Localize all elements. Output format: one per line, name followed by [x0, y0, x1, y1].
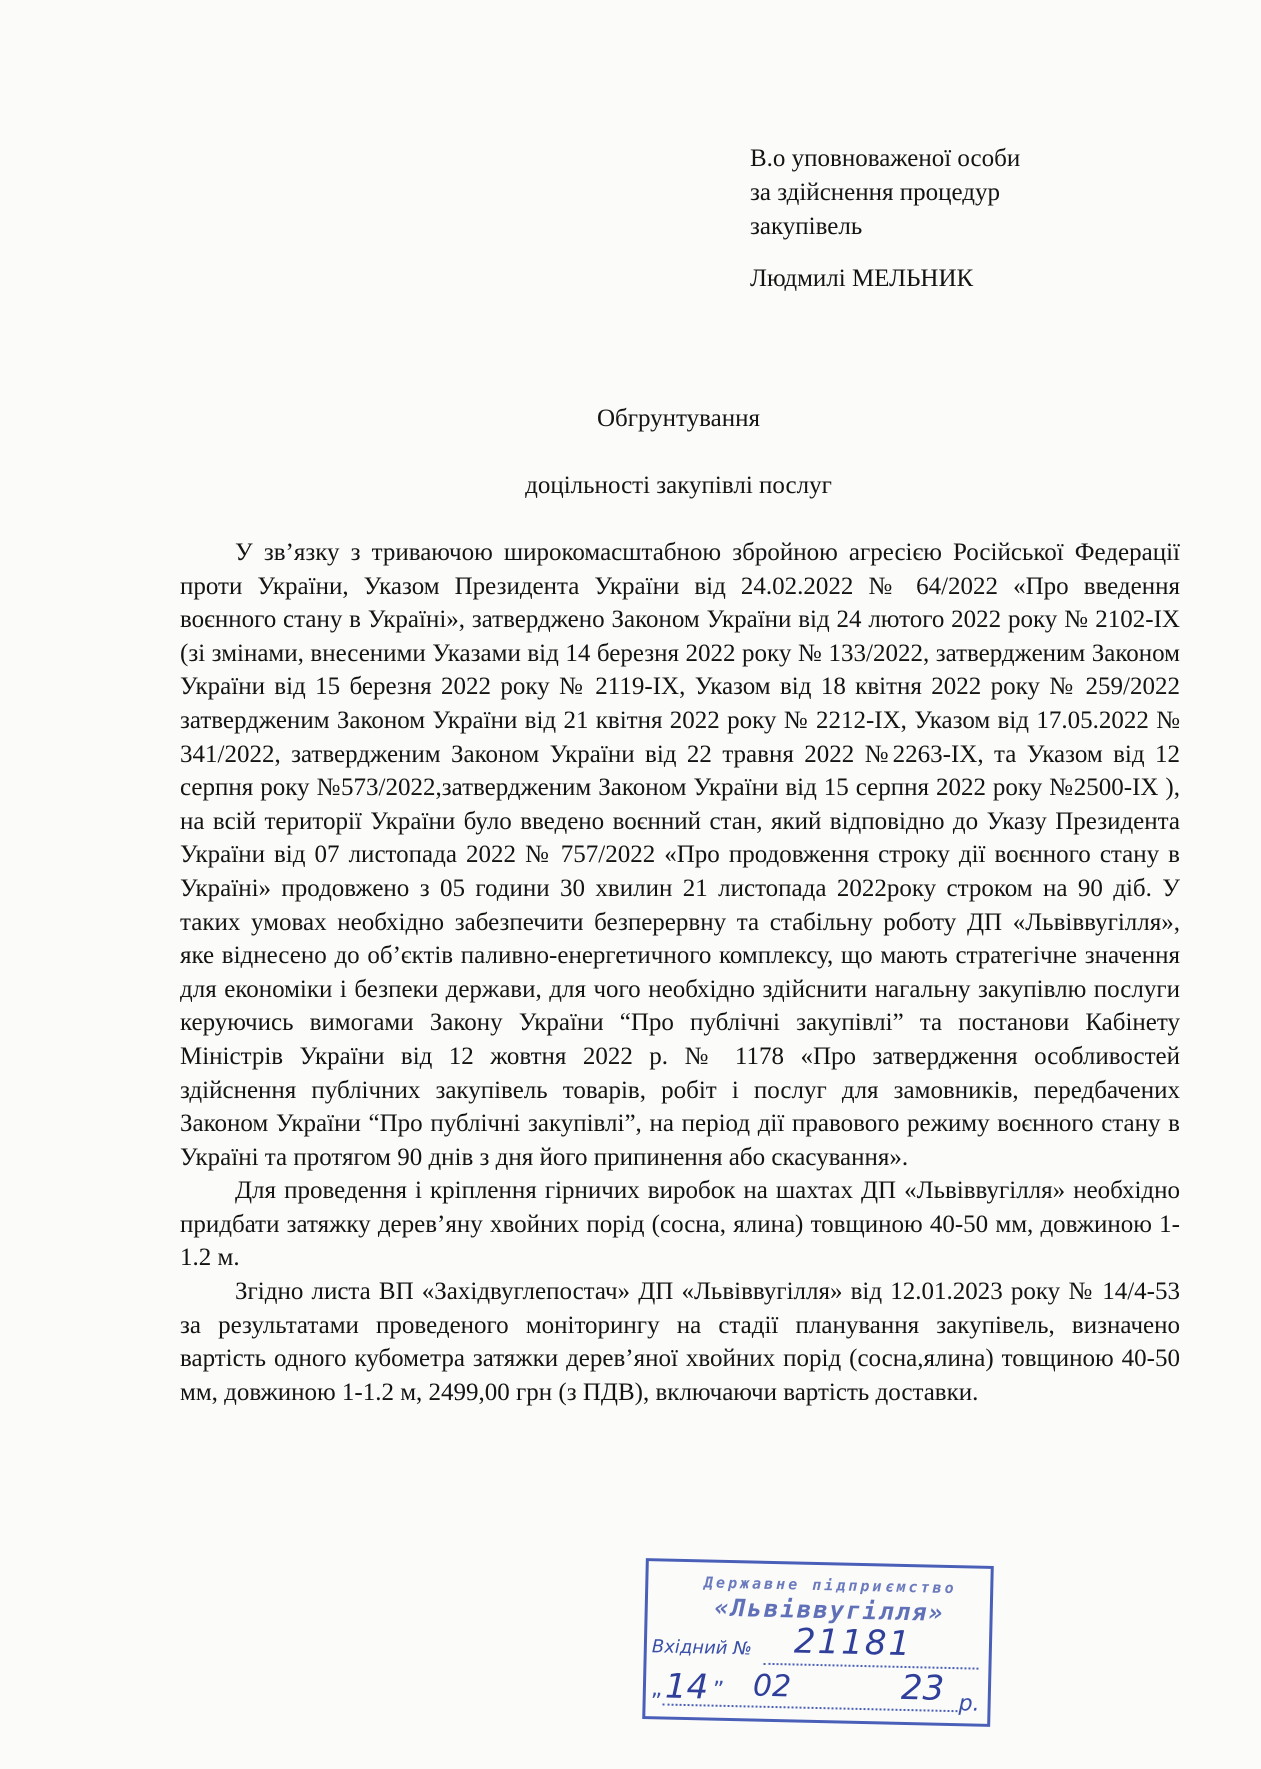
stamp-org-line1: Державне підприємство [703, 1573, 957, 1598]
addressee-block [750, 142, 1020, 296]
stamp-year: 23 [900, 1667, 945, 1709]
document-subtitle: доцільності закупівлі послуг [525, 472, 832, 499]
stamp-quote-mark: „ [650, 1676, 663, 1702]
stamp-year-suffix: р. [958, 1691, 980, 1717]
addressee-line: закупівель [750, 213, 863, 240]
document-body [180, 536, 1180, 1409]
addressee-line: за здійснення процедур [750, 179, 1001, 206]
stamp-day: 14 [664, 1666, 709, 1708]
body-paragraph: У зв’язку з триваючою широкомасштабною збройною агресією Російської Федерації проти України, Указом Президента України від 24.02.2022 № 64/2022 «Про введення воєнного стану в Україні», затверджено Законом України від 24 лютого 2022 року № 2102-IX (зі змінами, внесеними Указами від 14 березня 2022 року № 133/2022, затвердженим Законом України від 15 березня 2022 року № 2119-IX, Указом від 18 квітня 2022 року № 259/2022 затвердженим Законом України від 21 квітня 2022 року № 2212-IX, Указом від 17.05.2022 № 341/2022, затвердженим Законом України від 22 травня 2022 №2263-IX, та Указом від 12 серпня року №573/2022,затвердженим Законом України від 15 серпня 2022 року №2500-IX ), на всій території України було введено воєнний стан, який відповідно до Указу Президента України від 07 листопада 2022 № 757/2022 «Про продовження строку дії воєнного стану в Україні» продовжено з 05 години 30 хвилин 21 листопада 2022року строком на 90 діб. У таких умовах необхідно забезпечити безперервну та стабільну роботу ДП «Львіввугілля», яке віднесено до об’єктів паливно-енергетичного комплексу, що мають стратегічне значення для економіки і безпеки держави, для чого необхідно здійснити нагальну закупівлю послуги керуючись вимогами Закону України “Про публічні закупівлі” та постанови Кабінету Міністрів України від 12 жовтня 2022 р. № 1178 «Про затвердження особливостей здійснення публічних закупівель товарів, робіт і послуг для замовників, передбачених Законом України “Про публічні закупівлі”, на період дії правового режиму воєнного стану в Україні та протягом 90 днів з дня його припинення або скасування». [180, 539, 1180, 1171]
body-paragraph: Згідно листа ВП «Західвуглепостач» ДП «Львіввугілля» від 12.01.2023 року № 14/4-53 за результатами проведеного моніторингу на стадії планування закупівель, визначено вартість одного кубометра затяжки дерев’яної хвойних порід (сосна,ялина) товщиною 40-50 мм, довжиною 1-1.2 м, 2499,00 грн (з ПДВ), включаючи вартість доставки. [180, 1278, 1180, 1406]
addressee-name: Людмилі МЕЛЬНИК [750, 265, 974, 292]
stamp-month: 02 [752, 1668, 792, 1705]
document-title: Обгрунтування [596, 405, 760, 432]
stamp-org-line2: «Львіввугілля» [714, 1593, 946, 1627]
addressee-line: В.о уповноваженої особи [750, 145, 1021, 172]
stamp-incoming-number: 21181 [793, 1621, 913, 1665]
incoming-registration-stamp [642, 1558, 994, 1727]
stamp-quote-mark: ” [712, 1677, 725, 1703]
body-paragraph: Для проведення і кріплення гірничих виробок на шахтах ДП «Львіввугілля» необхідно придбати затяжку дерев’яну хвойних порід (сосна, ялина) товщиною 40-50 мм, довжиною 1-1.2 м. [180, 1177, 1180, 1272]
stamp-incoming-label: Вхідний № [651, 1636, 753, 1660]
